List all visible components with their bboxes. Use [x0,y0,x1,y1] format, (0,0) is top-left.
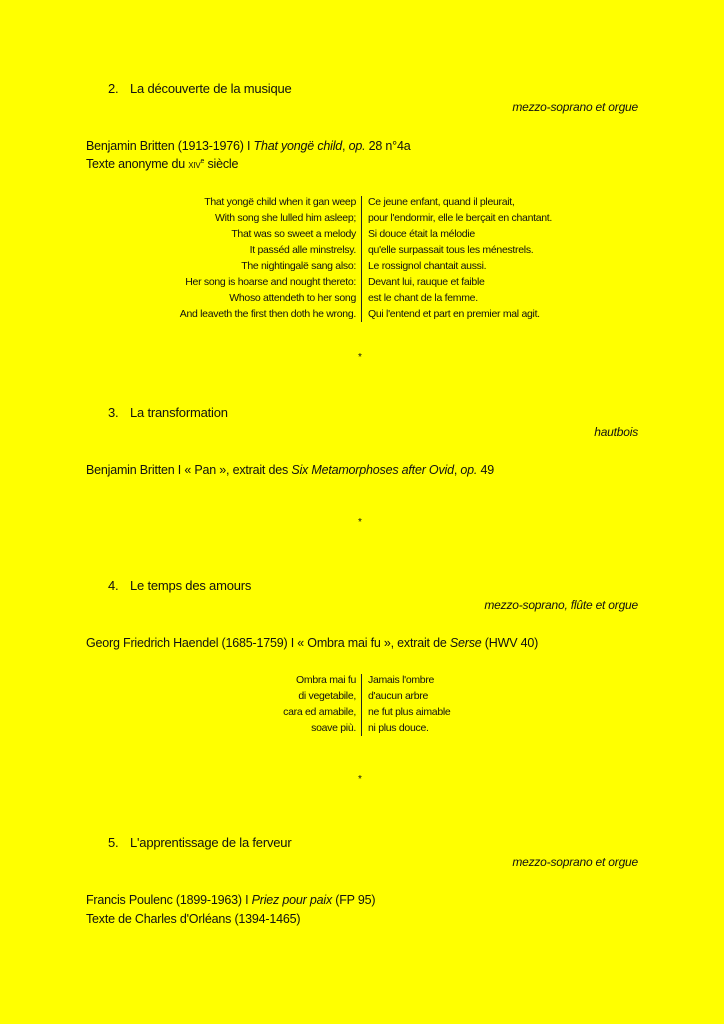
section-number: 4. [108,578,119,593]
separator-text: , [453,463,461,477]
poem-line: Ombra mai fu [296,674,356,686]
poem-line: Whoso attendeth to her song [229,292,356,304]
separator-star: * [358,517,362,528]
poem-line: Her song is hoarse and nought thereto: [185,276,356,288]
text-source-suffix: siècle [204,157,239,171]
work-suffix: (HWV 40) [481,636,539,650]
poem-line: Qui l'entend et part en premier mal agit. [368,308,540,320]
work-prefix: Georg Friedrich Haendel (1685-1759) I « Ombra mai fu », extrait de [86,636,450,650]
separator-text: , [342,139,349,153]
poem-line: est le chant de la femme. [368,292,478,304]
section-3-instrumentation: hautbois [594,425,638,439]
poem-line: d'aucun arbre [368,690,428,702]
separator-star: * [358,774,362,785]
section-2-poem [0,194,724,324]
poem-line: qu'elle surpassait tous les ménestrels. [368,244,534,256]
poem-line: Le rossignol chantait aussi. [368,260,487,272]
section-5-work-line [86,893,375,907]
poem-original [283,672,356,736]
section-number: 3. [108,405,119,420]
section-4-work-line [86,636,538,650]
poem-line: Ce jeune enfant, quand il pleurait, [368,196,515,208]
opus-label: op. [460,463,478,477]
section-5-heading [108,835,291,850]
section-4-heading [108,578,251,593]
poem-translation [368,672,450,736]
section-5-text-source: Texte de Charles d'Orléans (1394-1465) [86,912,301,926]
section-5-instrumentation: mezzo-soprano et orgue [512,855,638,869]
poem-line: Jamais l'ombre [368,674,435,686]
work-prefix: Benjamin Britten I « Pan », extrait des [86,463,292,477]
section-title: Le temps des amours [130,578,252,593]
poem-line: pour l'endormir, elle le berçait en chantant. [368,212,553,224]
poem-line: di vegetabile, [298,690,356,702]
section-3-heading [108,405,228,420]
section-number: 5. [108,835,119,850]
section-title: L'apprentissage de la ferveur [130,835,292,850]
section-title: La découverte de la musique [130,81,292,96]
opus-number: 49 [477,463,494,477]
section-title: La transformation [130,405,228,420]
poem-line: ni plus douce. [368,722,429,734]
separator-star: * [358,352,362,363]
poem-line: Devant lui, rauque et faible [368,276,485,288]
century-sup: e [200,157,205,165]
section-number: 2. [108,81,119,96]
composer-text: Benjamin Britten (1913-1976) I [86,139,254,153]
work-suffix: (FP 95) [332,893,376,907]
work-title: Six Metamorphoses after Ovid [291,463,454,477]
poem-line: It passéd alle minstrelsy. [249,244,356,256]
work-title: That yongë child [253,139,343,153]
section-4-poem [0,672,724,738]
section-2-work-line [86,139,410,153]
poem-line: And leaveth the first then doth he wrong. [179,308,356,320]
poem-divider [361,196,362,322]
poem-line: ne fut plus aimable [368,706,451,718]
work-title: Priez pour paix [251,893,332,907]
century: xiv [188,159,201,171]
poem-original [180,194,356,322]
work-title: Serse [449,636,482,650]
poem-line: That yongë child when it gan weep [204,196,356,208]
poem-line: With song she lulled him asleep; [215,212,356,224]
opus-number: 28 n°4a [365,139,411,153]
section-2-text-source [86,157,238,171]
section-2-instrumentation: mezzo-soprano et orgue [512,100,638,114]
work-prefix: Francis Poulenc (1899-1963) I [86,893,252,907]
poem-line: cara ed amabile, [283,706,356,718]
section-4-instrumentation: mezzo-soprano, flûte et orgue [484,598,638,612]
section-2-heading [108,81,292,96]
poem-line: The nightingalë sang also: [241,260,356,272]
poem-line: soave più. [311,722,356,734]
poem-divider [361,674,362,736]
poem-line: That was so sweet a melody [231,228,356,240]
opus-label: op. [348,139,366,153]
poem-line: Si douce était la mélodie [368,228,475,240]
text-source-prefix: Texte anonyme du [86,157,189,171]
section-3-work-line [86,463,494,477]
poem-translation [368,194,552,322]
